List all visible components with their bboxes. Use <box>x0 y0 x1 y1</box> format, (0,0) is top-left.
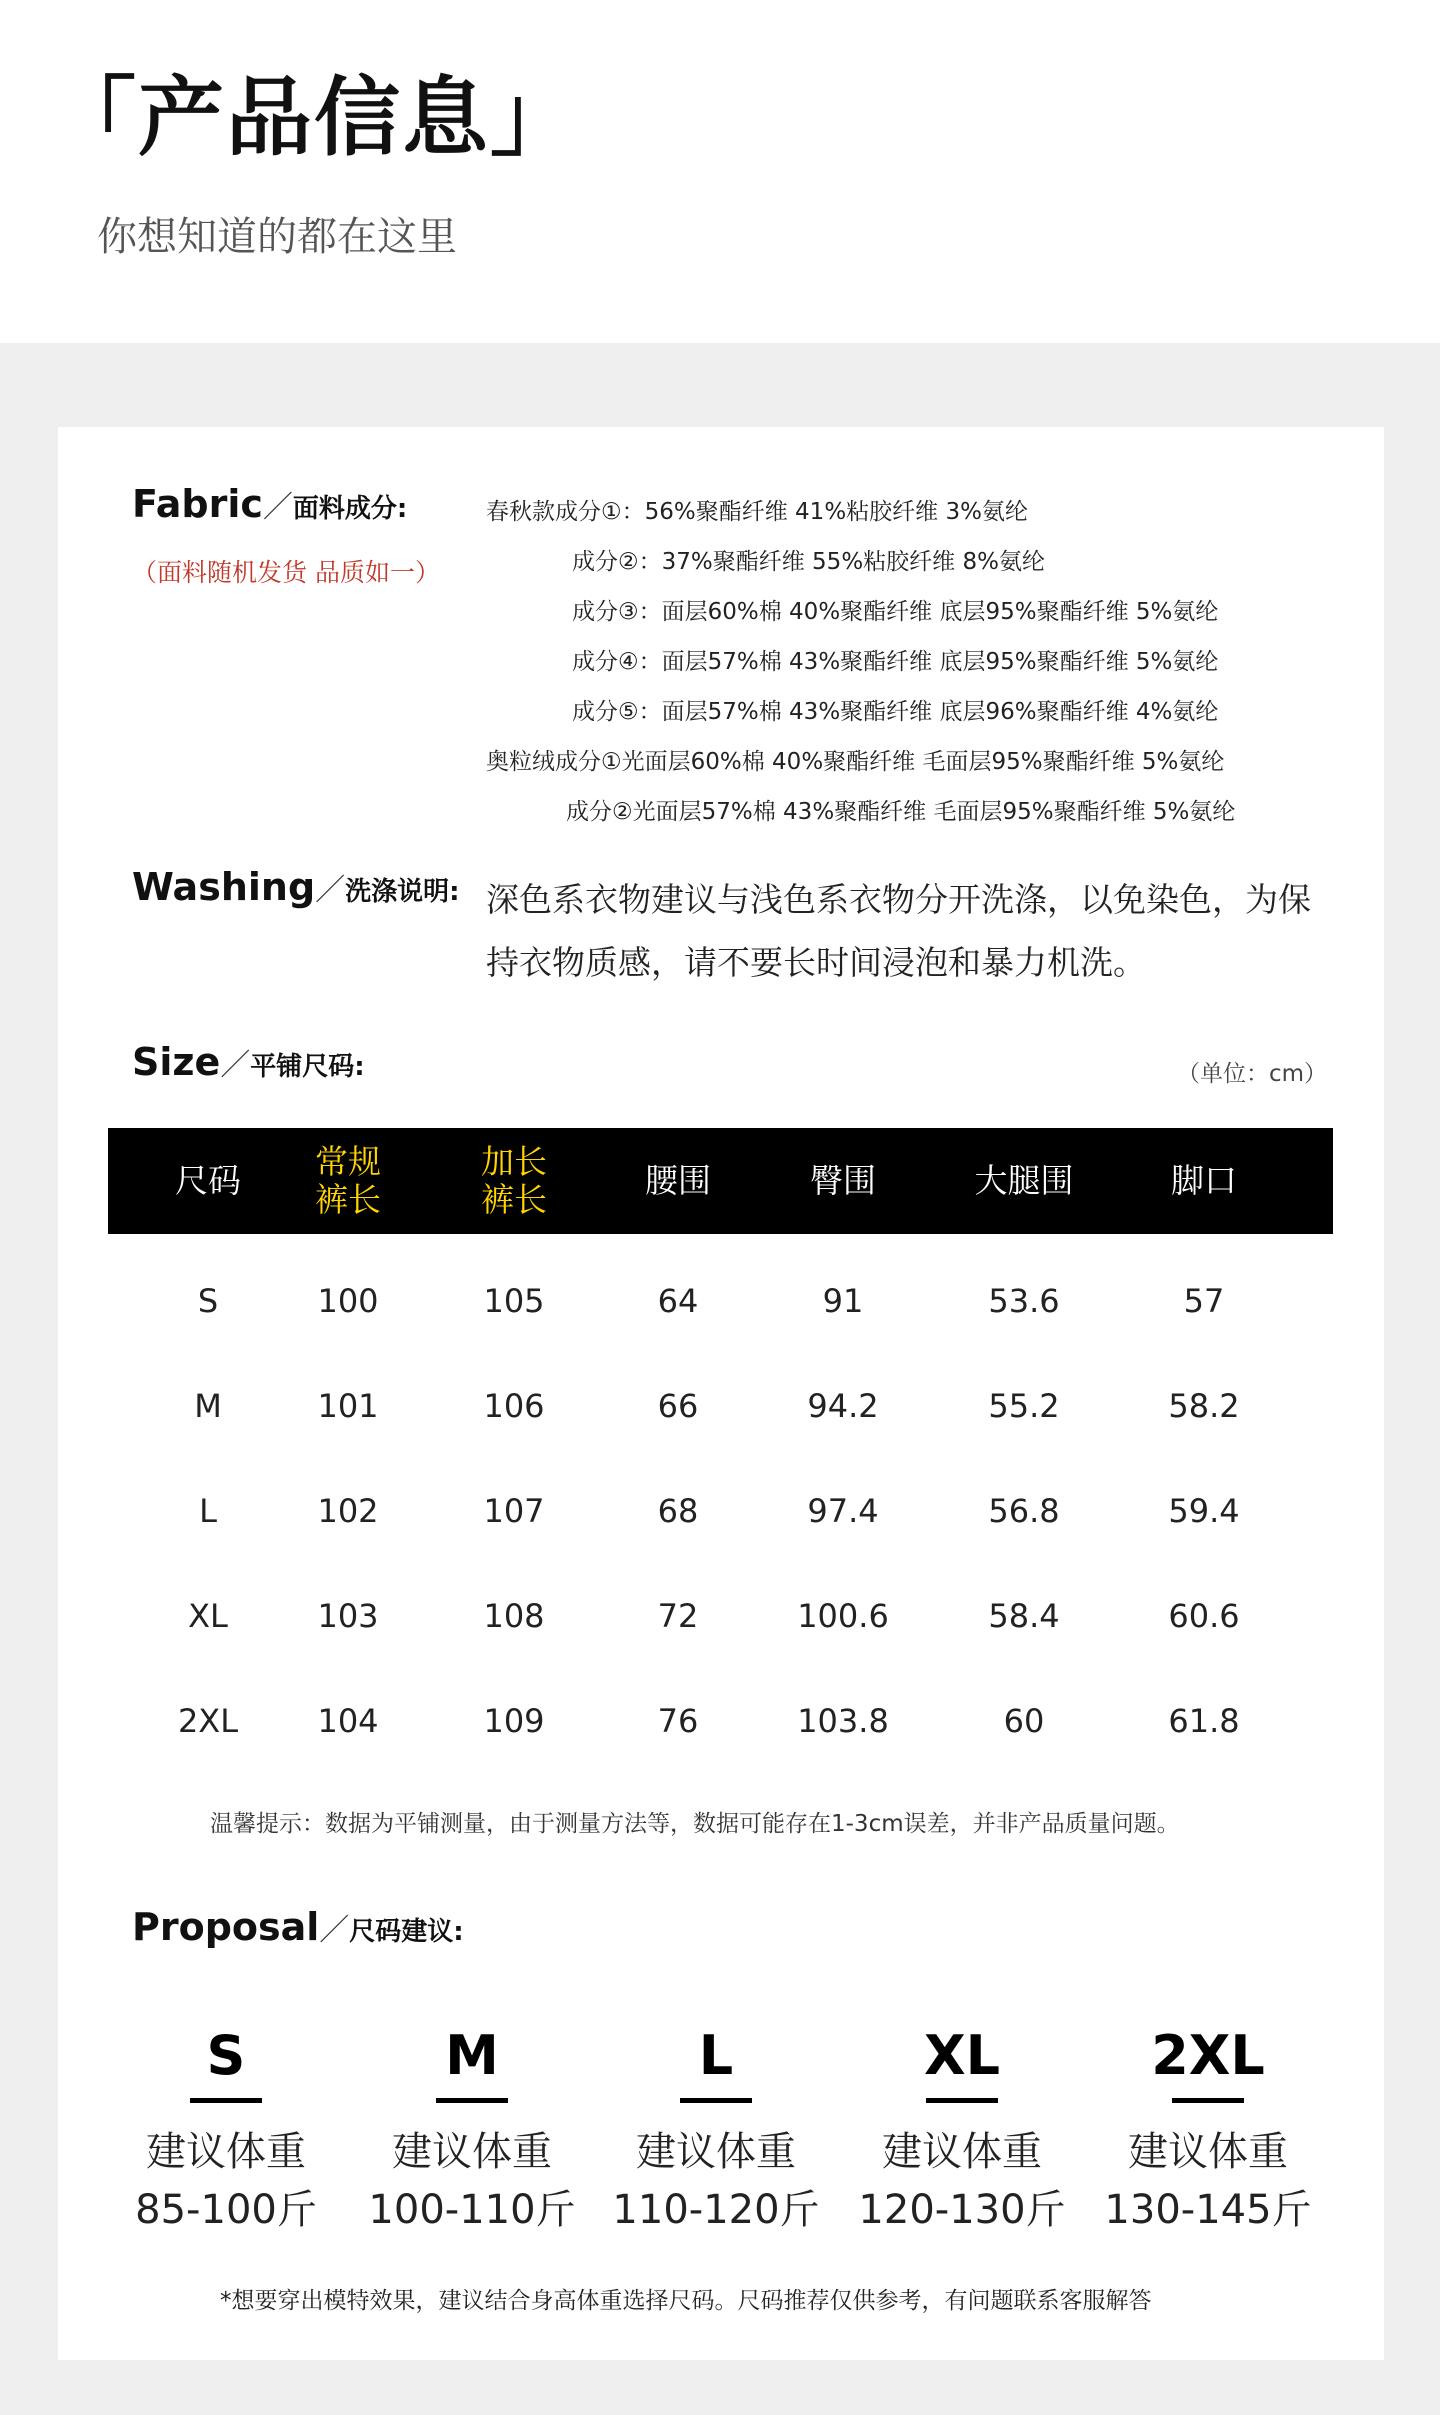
proposal-item-xl <box>852 2020 1072 2239</box>
proposal-weight: 120-130斤 <box>858 2187 1066 2233</box>
col-header-label: 臀围 <box>810 1161 876 1200</box>
col-header-waist <box>598 1128 758 1234</box>
proposal-item-l <box>606 2020 826 2239</box>
table-row <box>108 1248 1333 1353</box>
proposal-weight: 100-110斤 <box>368 2187 576 2233</box>
table-cell: 103.8 <box>797 1701 889 1740</box>
proposal-weight: 85-100斤 <box>135 2187 317 2233</box>
proposal-underline <box>190 2098 262 2103</box>
table-cell: 60.6 <box>1168 1596 1240 1635</box>
fabric-line: 成分③：面层60%棉 40%聚酯纤维 底层95%聚酯纤维 5%氨纶 <box>572 599 1219 625</box>
col-header-label: 常规 裤长 <box>315 1142 381 1219</box>
proposal-label: 建议体重 <box>882 2129 1042 2175</box>
size-table-header <box>108 1128 1333 1234</box>
proposal-label: 建议体重 <box>392 2129 552 2175</box>
table-row <box>108 1458 1333 1563</box>
table-cell: 72 <box>657 1596 699 1635</box>
header-section <box>0 0 1440 343</box>
washing-text: 深色系衣物建议与浅色系衣物分开洗涤，以免染色，为保持衣物质感，请不要长时间浸泡和暴力机洗。 <box>486 880 1311 982</box>
table-cell: 108 <box>483 1596 545 1635</box>
table-cell: 101 <box>317 1386 379 1425</box>
proposal-heading-cn: 尺码建议: <box>349 1917 464 1947</box>
table-cell: 59.4 <box>1168 1491 1240 1530</box>
table-cell: 107 <box>483 1491 545 1530</box>
fabric-line: 奥粒绒成分①光面层60%棉 40%聚酯纤维 毛面层95%聚酯纤维 5%氨纶 <box>486 749 1225 775</box>
proposal-size: L <box>698 2024 734 2087</box>
table-cell: 66 <box>657 1386 699 1425</box>
table-cell: 68 <box>657 1491 699 1530</box>
col-header-thigh <box>944 1128 1104 1234</box>
proposal-size: XL <box>923 2024 1001 2087</box>
table-cell: 100 <box>317 1281 379 1320</box>
col-header-label: 腰围 <box>645 1161 711 1200</box>
table-cell: 56.8 <box>988 1491 1060 1530</box>
fabric-heading <box>132 482 407 526</box>
fabric-line: 春秋款成分①：56%聚酯纤维 41%粘胶纤维 3%氨纶 <box>486 499 1028 525</box>
page-title: 「产品信息」 <box>50 68 578 168</box>
proposal-heading-en: Proposal <box>132 1905 320 1949</box>
col-header-label: 大腿围 <box>974 1161 1074 1200</box>
proposal-footnote: *想要穿出模特效果，建议结合身高体重选择尺码。尺码推荐仅供参考，有问题联系客服解答 <box>220 2288 1152 2314</box>
page-subtitle: 你想知道的都在这里 <box>97 214 457 260</box>
table-cell: 91 <box>822 1281 864 1320</box>
washing-heading <box>132 865 460 909</box>
size-heading-cn: 平铺尺码: <box>250 1052 365 1082</box>
size-heading <box>132 1040 365 1084</box>
table-cell: 97.4 <box>807 1491 879 1530</box>
proposal-label: 建议体重 <box>636 2129 796 2175</box>
size-heading-en: Size <box>132 1040 221 1084</box>
table-cell: S <box>197 1281 219 1320</box>
proposal-label: 建议体重 <box>146 2129 306 2175</box>
fabric-line: 成分⑤：面层57%棉 43%聚酯纤维 底层96%聚酯纤维 4%氨纶 <box>572 699 1219 725</box>
table-row <box>108 1563 1333 1668</box>
fabric-heading-en: Fabric <box>132 482 263 526</box>
size-heading-sep: ／ <box>220 1048 251 1083</box>
col-header-label: 尺码 <box>175 1161 241 1200</box>
table-cell: 109 <box>483 1701 545 1740</box>
washing-heading-sep: ／ <box>315 873 346 908</box>
col-header-long-length <box>434 1128 594 1234</box>
table-cell: 58.2 <box>1168 1386 1240 1425</box>
proposal-underline <box>1172 2098 1244 2103</box>
table-row <box>108 1668 1333 1773</box>
table-cell: L <box>199 1491 217 1530</box>
proposal-weight: 110-120斤 <box>612 2187 820 2233</box>
table-cell: 100.6 <box>797 1596 889 1635</box>
size-tip: 温馨提示：数据为平铺测量，由于测量方法等，数据可能存在1-3cm误差，并非产品质量问题。 <box>210 1811 1180 1837</box>
proposal-underline <box>680 2098 752 2103</box>
table-cell: 103 <box>317 1596 379 1635</box>
table-row <box>108 1353 1333 1458</box>
table-cell: 104 <box>317 1701 379 1740</box>
proposal-weight: 130-145斤 <box>1104 2187 1312 2233</box>
table-cell: 53.6 <box>988 1281 1060 1320</box>
fabric-line: 成分②光面层57%棉 43%聚酯纤维 毛面层95%聚酯纤维 5%氨纶 <box>566 799 1236 825</box>
proposal-underline <box>926 2098 998 2103</box>
fabric-line: 成分②：37%聚酯纤维 55%粘胶纤维 8%氨纶 <box>572 549 1045 575</box>
fabric-line: 成分④：面层57%棉 43%聚酯纤维 底层95%聚酯纤维 5%氨纶 <box>572 649 1219 675</box>
col-header-hip <box>763 1128 923 1234</box>
washing-heading-cn: 洗涤说明: <box>345 877 460 907</box>
fabric-note: （面料随机发货 品质如一） <box>132 558 440 587</box>
proposal-size: M <box>445 2024 499 2087</box>
proposal-label: 建议体重 <box>1128 2129 1288 2175</box>
table-cell: 61.8 <box>1168 1701 1240 1740</box>
col-header-hem <box>1124 1128 1284 1234</box>
col-header-label: 加长 裤长 <box>481 1142 547 1219</box>
table-cell: 64 <box>657 1281 699 1320</box>
size-unit: （单位：cm） <box>1177 1061 1328 1087</box>
table-cell: 58.4 <box>988 1596 1060 1635</box>
proposal-item-s <box>116 2020 336 2239</box>
table-cell: XL <box>188 1596 228 1635</box>
table-cell: 57 <box>1183 1281 1225 1320</box>
proposal-size: S <box>206 2024 246 2087</box>
col-header-regular-length <box>268 1128 428 1234</box>
table-cell: 60 <box>1003 1701 1045 1740</box>
proposal-underline <box>436 2098 508 2103</box>
proposal-item-2xl <box>1098 2020 1318 2239</box>
fabric-heading-sep: ／ <box>262 490 293 525</box>
table-cell: 55.2 <box>988 1386 1060 1425</box>
table-cell: M <box>194 1386 222 1425</box>
table-cell: 76 <box>657 1701 699 1740</box>
proposal-size: 2XL <box>1151 2024 1265 2087</box>
table-cell: 2XL <box>177 1701 239 1740</box>
proposal-item-m <box>362 2020 582 2239</box>
col-header-label: 脚口 <box>1171 1161 1237 1200</box>
table-cell: 94.2 <box>807 1386 879 1425</box>
washing-heading-en: Washing <box>132 865 316 909</box>
proposal-heading <box>132 1905 464 1949</box>
table-cell: 105 <box>483 1281 545 1320</box>
table-cell: 102 <box>317 1491 379 1530</box>
proposal-heading-sep: ／ <box>319 1913 350 1948</box>
table-cell: 106 <box>483 1386 545 1425</box>
fabric-heading-cn: 面料成分: <box>292 494 408 524</box>
